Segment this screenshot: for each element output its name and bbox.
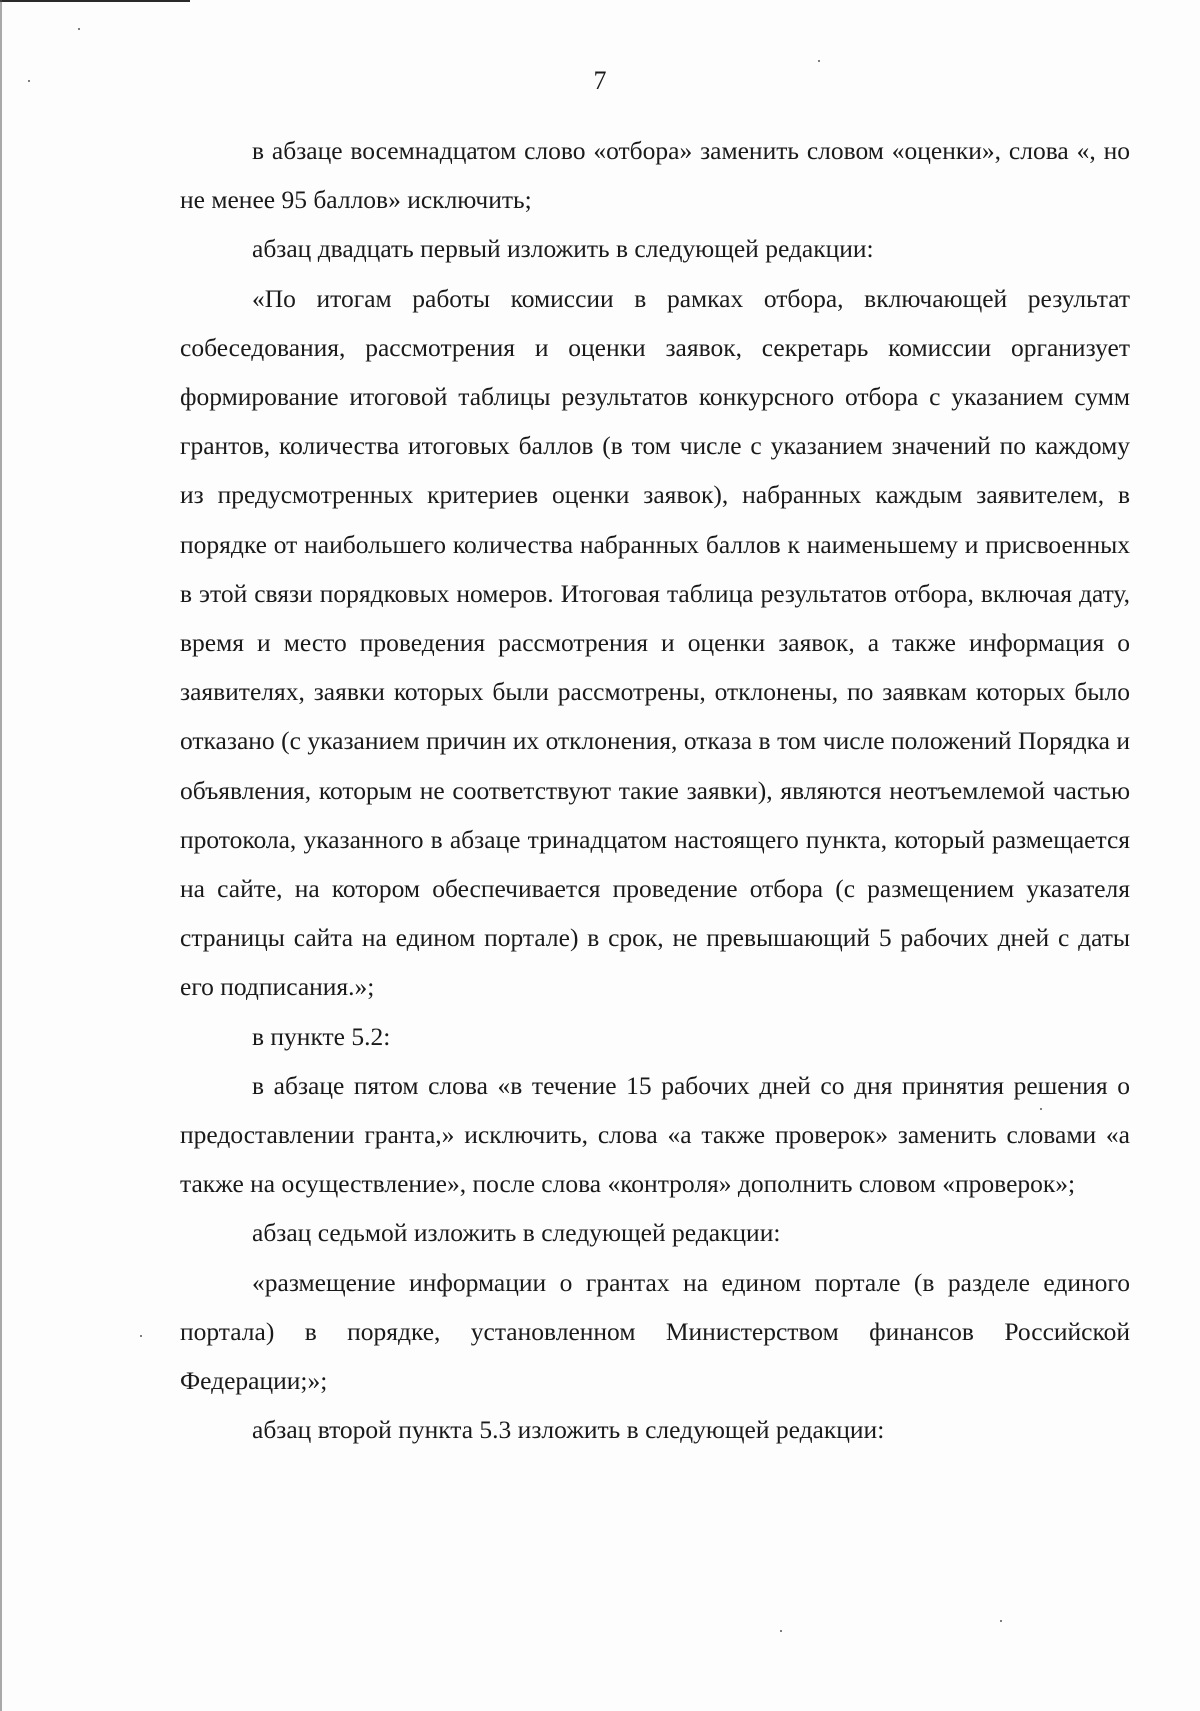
page-number: 7 (593, 66, 607, 95)
scan-edge-shadow (0, 0, 2, 1711)
scan-speck (1000, 1620, 1002, 1622)
paragraph: в абзаце пятом слова «в течение 15 рабочих дней со дня принятия решения о предоставлении гранта,» исключить, слова «а также проверок» заменить словами «а также на осуществление», после слова «контроля» дополнить словом «проверок»; (180, 1070, 1130, 1199)
scan-speck (140, 1335, 142, 1337)
document-body (180, 126, 1130, 1454)
scan-edge-line (0, 0, 190, 2)
scan-speck (818, 60, 820, 62)
scan-speck (78, 28, 80, 30)
paragraph: «размещение информации о грантах на едином портале (в разделе единого портала) в порядке, установленном Министерством финансов Российской Федерации;»; (180, 1267, 1130, 1396)
paragraph: абзац седьмой изложить в следующей редакции: (252, 1218, 781, 1248)
paragraph: абзац второй пункта 5.3 изложить в следующей редакции: (252, 1415, 885, 1445)
paragraph: «По итогам работы комиссии в рамках отбора, включающей результат собеседования, рассмотрения и оценки заявок, секретарь комиссии организует формирование итоговой таблицы результатов конкурсного отбора с указанием сумм грантов, количества итоговых баллов (в том числе с указанием значений по каждому из предусмотренных критериев оценки заявок), набранных каждым заявителем, в порядке от наибольшего количества набранных баллов к наименьшему и присвоенных в этой связи порядковых номеров. Итоговая таблица результатов отбора, включая дату, время и место проведения рассмотрения и оценки заявок, а также информация о заявителях, заявки которых были рассмотрены, отклонены, по заявкам которых было отказано (с указанием причин их отклонения, отказа в том числе положений Порядка и объявления, которым не соответствуют такие заявки), являются неотъемлемой частью протокола, указанного в абзаце тринадцатом настоящего пункта, который размещается на сайте, на котором обеспечивается проведение отбора (с размещением указателя страницы сайта на едином портале) в срок, не превышающий 5 рабочих дней с даты его подписания.»; (180, 283, 1130, 1002)
paragraph: в абзаце восемнадцатом слово «отбора» заменить словом «оценки», слова «, но не менее 95 баллов» исключить; (180, 136, 1130, 215)
paragraph: в пункте 5.2: (252, 1021, 391, 1051)
scan-speck (780, 1630, 782, 1632)
paragraph: абзац двадцать первый изложить в следующей редакции: (252, 234, 874, 264)
